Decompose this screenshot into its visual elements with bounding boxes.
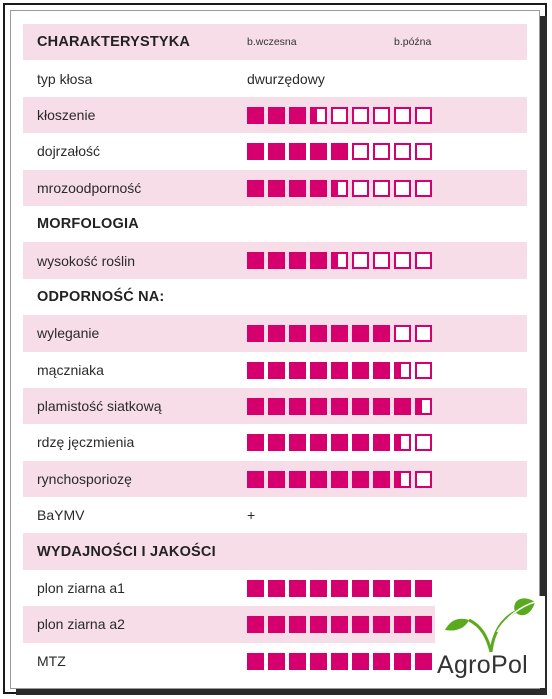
rating-box (310, 362, 327, 379)
rating-box (394, 471, 411, 488)
rating-box (268, 180, 285, 197)
scale-left-label: b.wczesna (247, 36, 297, 49)
table-row (23, 461, 527, 497)
frame-shadow-bottom (16, 689, 547, 695)
section-title: MORFOLOGIA (37, 216, 139, 233)
rating-box (289, 107, 306, 124)
rating-box (247, 107, 264, 124)
rating-box (268, 616, 285, 633)
rating-box (373, 471, 390, 488)
rating-box (394, 398, 411, 415)
rating-box (247, 471, 264, 488)
rating-box (268, 471, 285, 488)
table-row (23, 60, 527, 96)
rating-box (247, 143, 264, 160)
table-header (23, 24, 527, 60)
rating-box (415, 653, 432, 670)
rating-box (331, 434, 348, 451)
rating-box (394, 616, 411, 633)
table-row (23, 497, 527, 533)
rating-box (394, 325, 411, 342)
rating-box (415, 362, 432, 379)
rating-box (268, 325, 285, 342)
rating-box (268, 362, 285, 379)
rating-box (352, 653, 369, 670)
rating-box (373, 653, 390, 670)
rating-box (415, 325, 432, 342)
rating-box (394, 107, 411, 124)
rating-box (247, 434, 264, 451)
rating-box (331, 143, 348, 160)
rating-box (373, 362, 390, 379)
row-value: dwurzędowy (247, 70, 325, 87)
rating-box (289, 143, 306, 160)
rating-box (310, 325, 327, 342)
rating-box (373, 325, 390, 342)
rating-box (415, 143, 432, 160)
rating-box (373, 434, 390, 451)
rating-box (310, 143, 327, 160)
rating-box (310, 471, 327, 488)
table-row (23, 97, 527, 133)
rating-box (373, 252, 390, 269)
row-label: plon ziarna a1 (37, 580, 125, 597)
rating-box (289, 180, 306, 197)
rating-box (394, 653, 411, 670)
rating-box (268, 398, 285, 415)
header-title: CHARAKTERYSTYKA (37, 34, 191, 51)
row-label: dojrzałość (37, 143, 101, 160)
table-row (23, 170, 527, 206)
rating-box (415, 616, 432, 633)
rating-box (415, 252, 432, 269)
rating-box (310, 616, 327, 633)
rating-box (268, 107, 285, 124)
rating-box (331, 653, 348, 670)
rating-box (268, 580, 285, 597)
rating-box (310, 252, 327, 269)
rating-box (394, 143, 411, 160)
rating-box (415, 580, 432, 597)
rating-box (247, 180, 264, 197)
row-label: plon ziarna a2 (37, 616, 125, 633)
rating-box (289, 616, 306, 633)
rating-box (352, 580, 369, 597)
row-label: typ kłosa (37, 70, 93, 87)
frame-shadow-right (540, 16, 547, 691)
rating-box (289, 252, 306, 269)
row-label: rdzę jęczmienia (37, 434, 135, 451)
rating-box (289, 653, 306, 670)
section-row (23, 206, 527, 242)
rating-box (289, 471, 306, 488)
rating-box (331, 580, 348, 597)
agropol-logo (435, 596, 545, 688)
rating-box (310, 107, 327, 124)
rating-box (331, 107, 348, 124)
rating-box (394, 362, 411, 379)
rating-box (331, 252, 348, 269)
rating-box (247, 398, 264, 415)
rating-box (415, 398, 432, 415)
row-label: mączniaka (37, 361, 104, 378)
row-label: plamistość siatkową (37, 398, 162, 415)
row-label: mrozoodporność (37, 179, 142, 196)
table-row (23, 133, 527, 169)
row-label: BaYMV (37, 507, 85, 524)
rating-box (415, 107, 432, 124)
rating-box (289, 398, 306, 415)
rating-box (331, 471, 348, 488)
rating-box (352, 434, 369, 451)
rating-box (310, 580, 327, 597)
rating-box (331, 398, 348, 415)
section-title: WYDAJNOŚCI I JAKOŚCI (37, 543, 216, 560)
rating-box (373, 580, 390, 597)
logo-text: AgroPol (437, 651, 529, 679)
rating-box (352, 616, 369, 633)
rating-box (289, 434, 306, 451)
rating-box (331, 180, 348, 197)
rating-box (352, 398, 369, 415)
rating-box (247, 616, 264, 633)
rating-box (289, 325, 306, 342)
rating-box (352, 107, 369, 124)
rating-box (331, 362, 348, 379)
rating-box (352, 180, 369, 197)
leaf-icon (435, 596, 545, 656)
rating-box (268, 434, 285, 451)
rating-box (331, 325, 348, 342)
rating-box (352, 362, 369, 379)
rating-box (268, 653, 285, 670)
rating-box (373, 143, 390, 160)
rating-box (352, 252, 369, 269)
rating-box (373, 616, 390, 633)
rating-box (310, 180, 327, 197)
rating-box (373, 107, 390, 124)
rating-box (310, 434, 327, 451)
rating-box (289, 580, 306, 597)
rating-box (415, 471, 432, 488)
section-row (23, 533, 527, 569)
row-label: MTZ (37, 652, 66, 669)
rating-box (310, 398, 327, 415)
table-row (23, 352, 527, 388)
rating-box (373, 398, 390, 415)
section-row (23, 279, 527, 315)
row-value: + (247, 507, 256, 524)
rating-box (394, 180, 411, 197)
row-label: kłoszenie (37, 106, 96, 123)
rating-box (331, 616, 348, 633)
row-label: wyleganie (37, 325, 100, 342)
rating-box (247, 362, 264, 379)
characteristics-table (23, 24, 527, 679)
rating-box (310, 653, 327, 670)
rating-box (352, 471, 369, 488)
rating-box (247, 325, 264, 342)
rating-box (415, 180, 432, 197)
rating-box (394, 434, 411, 451)
table-row (23, 388, 527, 424)
rating-box (415, 434, 432, 451)
rating-box (247, 252, 264, 269)
row-label: rynchosporiozę (37, 470, 132, 487)
rating-box (268, 252, 285, 269)
rating-box (394, 580, 411, 597)
section-title: ODPORNOŚĆ NA: (37, 288, 165, 305)
table-row (23, 315, 527, 351)
rating-box (373, 180, 390, 197)
rating-box (352, 143, 369, 160)
row-label: wysokość roślin (37, 252, 136, 269)
rating-box (247, 580, 264, 597)
rating-box (289, 362, 306, 379)
rating-box (247, 653, 264, 670)
rating-box (394, 252, 411, 269)
table-row (23, 424, 527, 460)
rating-box (268, 143, 285, 160)
rating-box (352, 325, 369, 342)
table-row (23, 242, 527, 278)
scale-right-label: b.późna (394, 36, 432, 49)
